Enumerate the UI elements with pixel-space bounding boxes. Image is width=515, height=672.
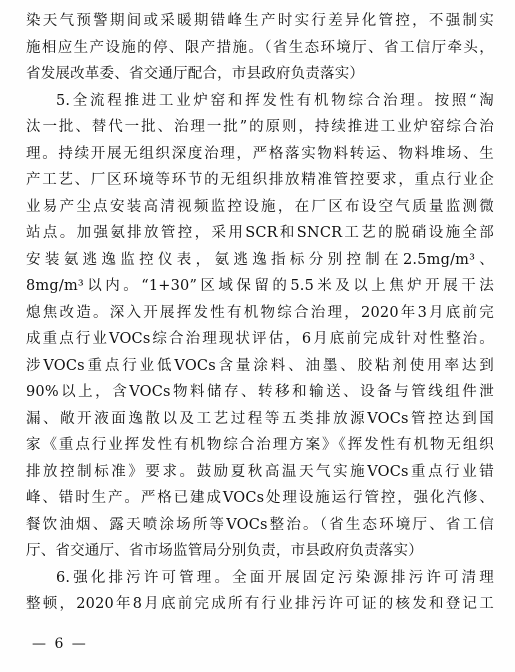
text-line: 产工艺、厂区环境等环节的无组织排放精准管控要求，重点行业企	[26, 172, 494, 188]
text-line: 峰、错时生产。严格已建成VOCs处理设施运行管控，强化汽修、	[26, 490, 494, 506]
text-line: 排放控制标准》要求。鼓励夏秋高温天气实施VOCs重点行业错	[26, 463, 494, 480]
text-line: 餐饮油烟、露天喷涂场所等VOCs整治。（省生态环境厅、省工信	[26, 516, 494, 533]
text-line: 安装氨逃逸监控仪表，氨逃逸指标分别控制在2.5mg/m³、	[26, 251, 494, 268]
text-line: 业易产尘点安装高清视频监控设施，在厂区布设空气质量监测微	[26, 198, 494, 215]
text-line: 整顿，2020年8月底前完成所有行业排污许可证的核发和登记工	[26, 596, 494, 612]
text-line: 站点。加强氨排放管控，采用SCR和SNCR工艺的脱硝设施全部	[26, 225, 494, 241]
text-line: 5.全流程推进工业炉窑和挥发性有机物综合治理。按照“淘	[56, 92, 494, 109]
text-line: 染天气预警期间或采暖期错峰生产时实行差异化管控，不强制实	[26, 13, 494, 29]
page-number: — 6 —	[32, 636, 88, 652]
document-body	[26, 8, 494, 618]
text-line: 理。持续开展无组织深度治理，严格落实物料转运、物料堆场、生	[26, 145, 494, 162]
text-line: 家《重点行业挥发性有机物综合治理方案》《挥发性有机物无组织	[26, 437, 494, 453]
text-line: 90%以上，含VOCs物料储存、转移和输送、设备与管线组件泄	[26, 384, 494, 400]
text-line: 省发展改革委、省交通厅配合，市县政府负责落实）	[26, 66, 365, 82]
text-line: 熄焦改造。深入开展挥发性有机物综合治理，2020年3月底前完	[26, 304, 494, 321]
text-line: 汰一批、替代一批、治理一批”的原则，持续推进工业炉窑综合治	[26, 119, 494, 135]
text-line: 漏、敞开液面逸散以及工艺过程等五类排放源VOCs管控达到国	[26, 410, 494, 427]
text-line: 施相应生产设施的停、限产措施。（省生态环境厅、省工信厅牵头，	[26, 39, 494, 56]
text-line: 厅、省交通厅、省市场监管局分别负责，市县政府负责落实）	[26, 543, 423, 559]
text-line: 8mg/m³以内。“1+30”区域保留的5.5米及以上焦炉开展干法	[26, 278, 494, 294]
text-line: 6.强化排污许可管理。全面开展固定污染源排污许可清理	[56, 569, 494, 586]
text-line: 成重点行业VOCs综合治理现状评估，6月底前完成针对性整治。	[26, 331, 494, 347]
text-line: 涉VOCs重点行业低VOCs含量涂料、油墨、胶粘剂使用率达到	[26, 357, 494, 374]
